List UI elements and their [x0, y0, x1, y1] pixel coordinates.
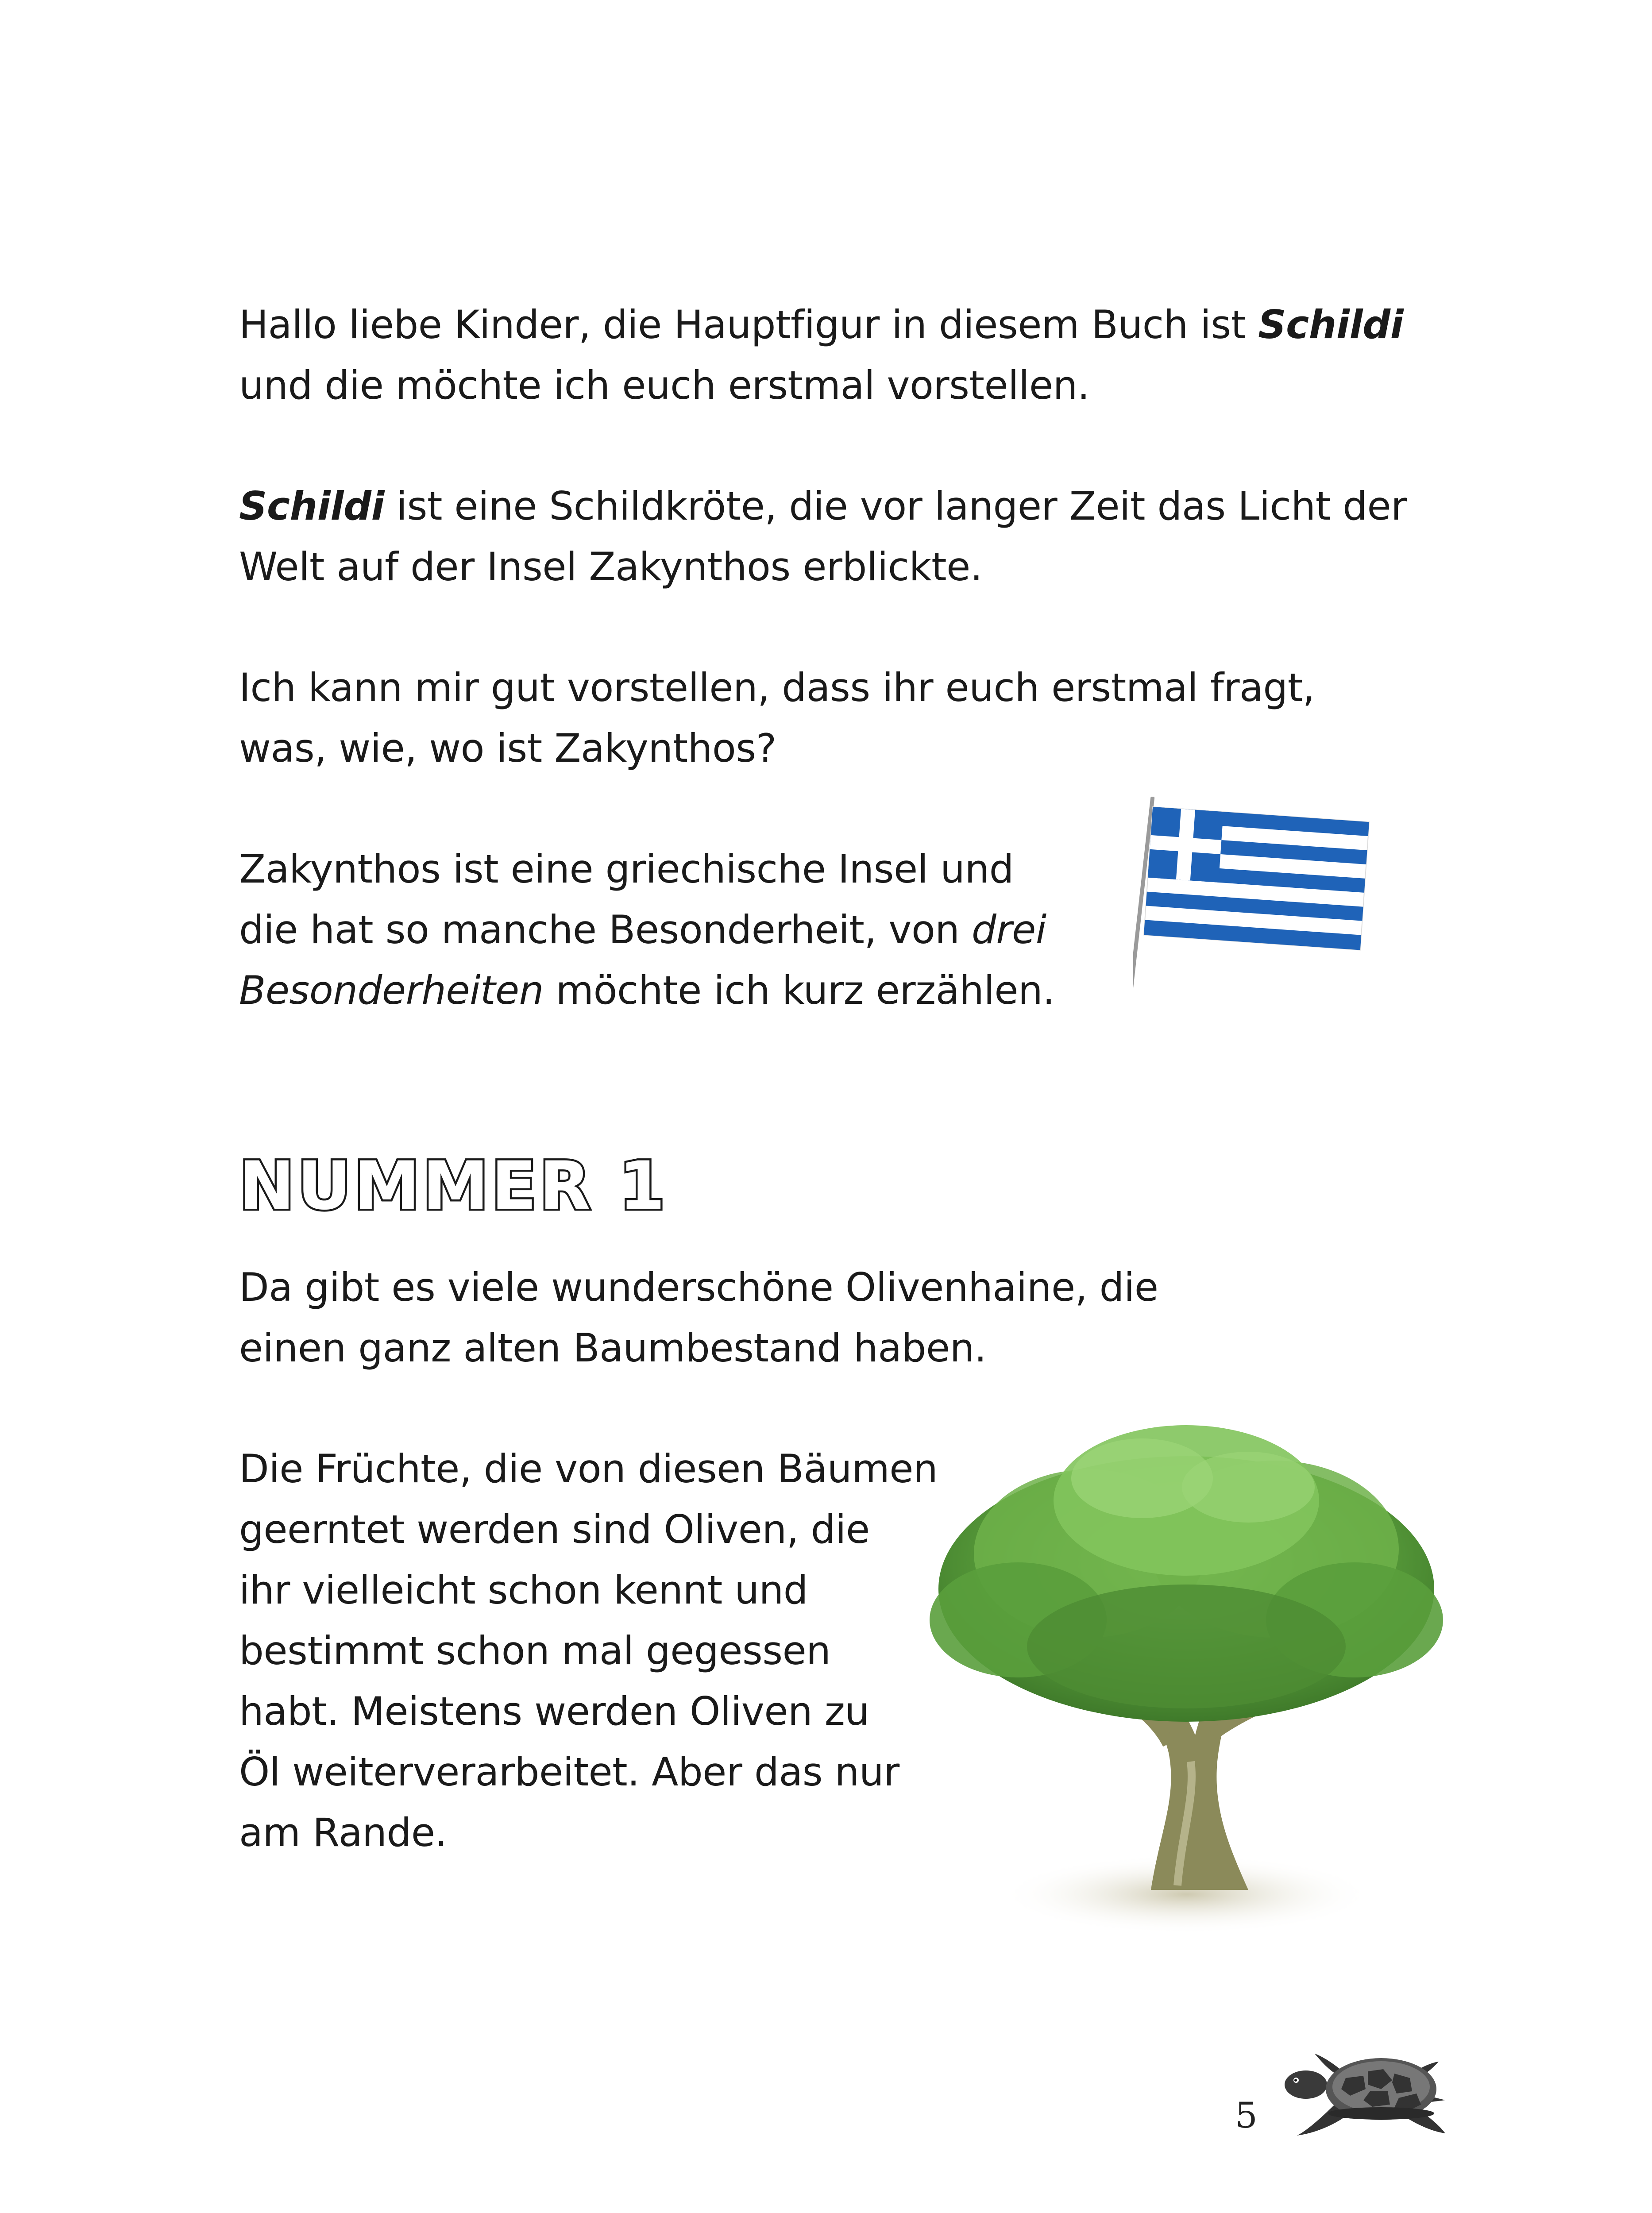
island-line-3 [239, 960, 1055, 1021]
schildi-paragraph [239, 476, 1407, 597]
intro-line-2: und die möchte ich euch erstmal vorstellen. [239, 362, 1090, 408]
schildi-line-1 [239, 476, 1407, 536]
page-number: 5 [1235, 2095, 1258, 2136]
olive-groves-line-1: Da gibt es viele wunderschöne Olivenhaine, die [239, 1265, 1158, 1310]
island-line-2 [239, 899, 1055, 960]
intro-paragraph [239, 294, 1403, 416]
question-paragraph [239, 657, 1315, 779]
character-name: Schildi [239, 483, 385, 529]
question-line-1: Ich kann mir gut vorstellen, dass ihr euch erstmal fragt, [239, 665, 1315, 710]
olives-line: Öl weiterverarbeitet. Aber das nur [239, 1749, 899, 1795]
island-text: möchte ich kurz erzählen. [543, 968, 1055, 1013]
olives-line: am Rande. [239, 1810, 448, 1855]
olives-paragraph [239, 1438, 938, 1863]
intro-line-1 [239, 294, 1403, 355]
olive-tree [912, 1399, 1470, 1956]
olive-groves-line-2: einen ganz alten Baumbestand haben. [239, 1325, 987, 1371]
olives-line: Die Früchte, die von diesen Bäumen [239, 1446, 938, 1492]
schildi-text: ist eine Schildkröte, die vor langer Zeit das Licht der [384, 483, 1407, 529]
emphasis-text: Besonderheiten [239, 968, 544, 1013]
olives-line: geerntet werden sind Oliven, die [239, 1507, 870, 1552]
tree-canopy [930, 1425, 1443, 1722]
island-line-1: Zakynthos ist eine griechische Insel und [239, 846, 1014, 892]
olive-groves-paragraph [239, 1257, 1158, 1378]
schildi-line-2: Welt auf der Insel Zakynthos erblickte. [239, 544, 983, 590]
emphasis-text: drei [972, 907, 1046, 952]
island-paragraph [239, 839, 1055, 1021]
turtle-icon [1279, 2036, 1456, 2142]
flag-cloth [1144, 807, 1369, 950]
island-text: die hat so manche Besonderheit, von [239, 907, 972, 952]
intro-text: Hallo liebe Kinder, die Hauptfigur in diesem Buch ist [239, 302, 1258, 347]
question-line-2: was, wie, wo ist Zakynthos? [239, 725, 776, 771]
olives-line: ihr vielleicht schon kennt und [239, 1567, 808, 1613]
greek-flag [1133, 797, 1381, 1005]
olives-line: habt. Meistens werden Oliven zu [239, 1689, 869, 1734]
olives-line: bestimmt schon mal gegessen [239, 1628, 831, 1673]
section-heading: NUMMER 1 [239, 1148, 668, 1225]
character-name: Schildi [1258, 302, 1404, 347]
